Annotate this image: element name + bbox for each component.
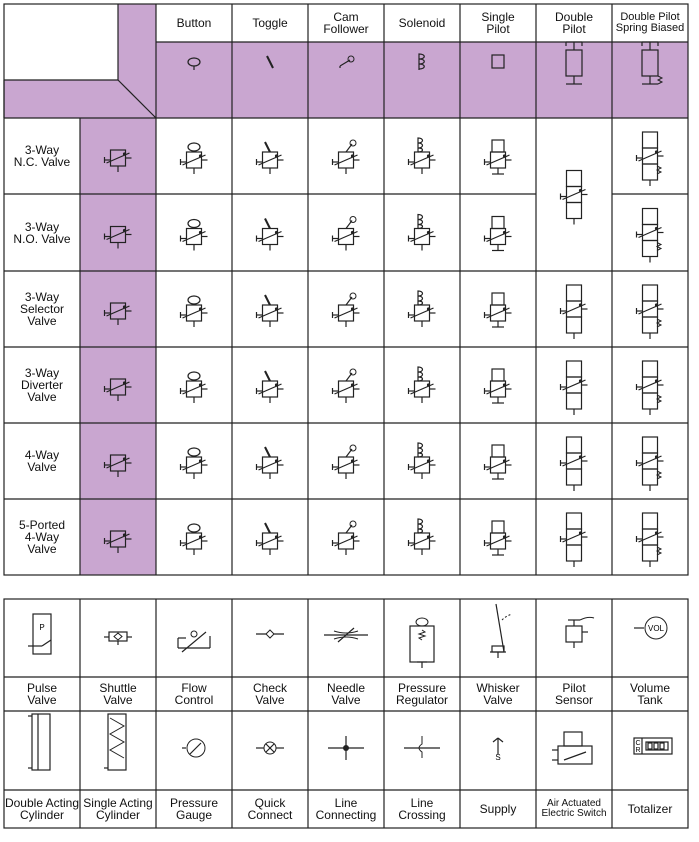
misc-label-17 bbox=[612, 803, 688, 815]
valve-4-6-icon bbox=[637, 437, 664, 491]
valve-label-4-line: Valve bbox=[27, 460, 57, 474]
svg-text:P: P bbox=[39, 623, 45, 632]
valve-2-6-icon bbox=[637, 285, 664, 339]
misc-label-14-line: Line bbox=[410, 796, 434, 810]
misc-label-16-line: Electric Switch bbox=[541, 808, 607, 819]
valve-1-3-icon bbox=[409, 215, 436, 251]
actuator-label-5 bbox=[536, 11, 612, 35]
misc-label-4 bbox=[308, 682, 384, 706]
misc-label-2 bbox=[156, 682, 232, 706]
misc-label-12-line: Connect bbox=[247, 808, 293, 822]
misc-label-5-line: Regulator bbox=[395, 693, 449, 707]
misc-label-6-line: Valve bbox=[483, 693, 513, 707]
valve-label-5-line: 4-Way bbox=[24, 530, 60, 544]
misc-label-13-line: Connecting bbox=[315, 808, 377, 822]
valve-5-6-icon bbox=[637, 513, 664, 567]
valve-2-3-icon bbox=[409, 291, 436, 327]
valve-label-0-line: N.C. Valve bbox=[13, 155, 71, 169]
misc-label-5 bbox=[384, 682, 460, 706]
misc-label-0-line: Pulse bbox=[26, 681, 58, 695]
air-actuated-switch-icon bbox=[552, 732, 592, 764]
actuator-label-1-line: Toggle bbox=[252, 16, 288, 30]
valve-3-4-icon bbox=[485, 369, 512, 403]
actuator-label-5-line: Pilot bbox=[562, 22, 586, 36]
valve-merged-double-pilot-icon bbox=[561, 171, 588, 225]
svg-text:C: C bbox=[635, 740, 641, 747]
misc-label-0 bbox=[4, 682, 80, 706]
valve-2-5-icon bbox=[561, 285, 588, 339]
quick-connect-icon bbox=[256, 742, 284, 754]
valve-2-2-icon bbox=[333, 293, 360, 327]
valve-label-3-line: Diverter bbox=[20, 378, 63, 392]
pressure-regulator-icon bbox=[410, 618, 434, 668]
valve-5-2-icon bbox=[333, 521, 360, 555]
misc-label-11-line: Gauge bbox=[175, 808, 213, 822]
valve-1-0-icon bbox=[181, 220, 208, 251]
valve-1-1-icon bbox=[257, 219, 284, 251]
shuttle-valve-icon bbox=[104, 632, 132, 645]
misc-label-0-line: Valve bbox=[27, 693, 57, 707]
misc-label-12-line: Quick bbox=[254, 796, 286, 810]
misc-label-9 bbox=[4, 797, 80, 821]
valve-4-1-icon bbox=[257, 447, 284, 479]
misc-label-15 bbox=[460, 803, 536, 815]
flow-control-icon bbox=[178, 631, 210, 652]
valve-label-1 bbox=[4, 221, 80, 245]
misc-label-3-line: Check bbox=[252, 681, 287, 695]
valve-4-2-icon bbox=[333, 445, 360, 479]
actuator-label-3-line: Solenoid bbox=[398, 16, 446, 30]
valve-3-0-icon bbox=[181, 372, 208, 403]
actuator-label-5-line: Double bbox=[554, 10, 594, 24]
misc-label-10-line: Single Acting bbox=[83, 796, 153, 810]
pilot-sensor-icon bbox=[566, 617, 594, 648]
valve-2-1-icon bbox=[257, 295, 284, 327]
valve-5-1-icon bbox=[257, 523, 284, 555]
valve-label-5 bbox=[4, 519, 80, 555]
pulse-valve-icon bbox=[28, 614, 51, 654]
misc-label-16-line: Air Actuated bbox=[547, 798, 601, 809]
misc-label-11-line: Pressure bbox=[169, 796, 219, 810]
misc-label-1 bbox=[80, 682, 156, 706]
valve-2-0-icon bbox=[181, 296, 208, 327]
line-crossing-icon bbox=[404, 736, 440, 758]
misc-label-16 bbox=[536, 799, 612, 819]
valve-0-6-icon bbox=[637, 132, 664, 186]
valve-3-1-icon bbox=[257, 371, 284, 403]
valve-3-2-icon bbox=[333, 369, 360, 403]
valve-0-3-icon bbox=[409, 138, 436, 174]
misc-label-4-line: Needle bbox=[326, 681, 366, 695]
misc-label-1-line: Valve bbox=[103, 693, 133, 707]
valve-label-1-line: 3-Way bbox=[24, 219, 60, 234]
valve-3-5-icon bbox=[561, 361, 588, 415]
line-connecting-icon bbox=[328, 736, 364, 760]
misc-label-13-line: Line bbox=[334, 796, 358, 810]
actuator-label-0 bbox=[156, 17, 232, 29]
valve-5-5-icon bbox=[561, 513, 588, 567]
svg-text:R: R bbox=[635, 747, 641, 754]
actuator-label-6-line: Spring Biased bbox=[615, 22, 685, 34]
misc-label-14-line: Crossing bbox=[398, 808, 446, 822]
svg-text:S: S bbox=[495, 753, 501, 762]
actuator-label-3 bbox=[384, 17, 460, 29]
valve-4-5-icon bbox=[561, 437, 588, 491]
valve-label-4 bbox=[4, 449, 80, 473]
actuator-label-1 bbox=[232, 17, 308, 29]
misc-label-6-line: Whisker bbox=[476, 681, 520, 695]
actuator-label-4-line: Pilot bbox=[486, 22, 510, 36]
misc-label-5-line: Pressure bbox=[397, 681, 447, 695]
needle-valve-icon bbox=[324, 628, 368, 642]
valve-label-2 bbox=[4, 291, 80, 327]
valve-2-4-icon bbox=[485, 293, 512, 327]
totalizer-icon bbox=[634, 738, 672, 754]
svg-text:VOL: VOL bbox=[647, 624, 665, 633]
pressure-gauge-icon bbox=[182, 739, 205, 757]
misc-label-3 bbox=[232, 682, 308, 706]
actuator-label-2-line: Cam bbox=[333, 10, 359, 24]
valve-4-0-icon bbox=[181, 448, 208, 479]
supply-icon bbox=[493, 738, 503, 762]
valve-5-4-icon bbox=[485, 521, 512, 555]
actuator-label-4-line: Single bbox=[481, 10, 515, 24]
misc-label-17-line: Totalizer bbox=[627, 802, 673, 816]
valve-1-6-icon bbox=[637, 209, 664, 263]
misc-label-8 bbox=[612, 682, 688, 706]
misc-label-2-line: Control bbox=[174, 693, 214, 707]
valve-label-5-line: 5-Ported bbox=[18, 518, 66, 532]
misc-label-12 bbox=[232, 797, 308, 821]
misc-label-15-line: Supply bbox=[479, 802, 517, 816]
valve-5-0-icon bbox=[181, 524, 208, 555]
misc-label-9-line: Double Acting bbox=[4, 796, 80, 810]
valve-4-4-icon bbox=[485, 445, 512, 479]
valve-label-0-line: 3-Way bbox=[24, 143, 60, 157]
actuator-label-2-line: Follower bbox=[323, 22, 369, 36]
misc-label-8-line: Tank bbox=[637, 693, 663, 707]
valve-3-3-icon bbox=[409, 367, 436, 403]
actuator-label-0-line: Button bbox=[176, 16, 212, 30]
actuator-label-6-line: Double Pilot bbox=[620, 11, 680, 23]
misc-label-10 bbox=[80, 797, 156, 821]
misc-label-9-line: Cylinder bbox=[19, 808, 64, 822]
misc-label-7-line: Sensor bbox=[554, 693, 594, 707]
actuator-label-2 bbox=[308, 11, 384, 35]
misc-label-6 bbox=[460, 682, 536, 706]
whisker-valve-icon bbox=[490, 604, 512, 658]
volume-tank-icon bbox=[634, 617, 667, 639]
valve-0-4-icon bbox=[485, 140, 512, 174]
misc-label-2-line: Flow bbox=[181, 681, 207, 695]
single-acting-cylinder-icon bbox=[104, 714, 126, 770]
misc-label-7-line: Pilot bbox=[562, 681, 586, 695]
valve-label-2-line: Valve bbox=[27, 314, 57, 328]
valve-label-2-line: 3-Way bbox=[24, 290, 60, 304]
misc-label-14 bbox=[384, 797, 460, 821]
valve-3-6-icon bbox=[637, 361, 664, 415]
actuator-label-4 bbox=[460, 11, 536, 35]
valve-1-2-icon bbox=[333, 217, 360, 251]
misc-label-7 bbox=[536, 682, 612, 706]
valve-label-3-line: 3-Way bbox=[24, 366, 60, 380]
valve-0-0-icon bbox=[181, 143, 208, 174]
misc-label-11 bbox=[156, 797, 232, 821]
misc-label-10-line: Cylinder bbox=[95, 808, 140, 822]
valve-label-4-line: 4-Way bbox=[24, 448, 60, 462]
misc-label-1-line: Shuttle bbox=[99, 681, 137, 695]
misc-label-8-line: Volume bbox=[629, 681, 671, 695]
valve-1-4-icon bbox=[485, 217, 512, 251]
actuator-label-6 bbox=[612, 12, 688, 34]
double-acting-cylinder-icon bbox=[28, 714, 50, 770]
misc-label-13 bbox=[308, 797, 384, 821]
valve-0-2-icon bbox=[333, 140, 360, 174]
misc-label-4-line: Valve bbox=[331, 693, 361, 707]
valve-label-5-line: Valve bbox=[27, 542, 57, 556]
valve-label-3-line: Valve bbox=[27, 390, 57, 404]
valve-4-3-icon bbox=[409, 443, 436, 479]
valve-label-3 bbox=[4, 367, 80, 403]
valve-5-3-icon bbox=[409, 519, 436, 555]
check-valve-icon bbox=[256, 630, 284, 638]
valve-label-1-line: N.O. Valve bbox=[13, 231, 71, 246]
misc-label-3-line: Valve bbox=[255, 693, 285, 707]
valve-label-2-line: Selector bbox=[19, 302, 65, 316]
valve-0-1-icon bbox=[257, 142, 284, 174]
valve-label-0 bbox=[4, 144, 80, 168]
